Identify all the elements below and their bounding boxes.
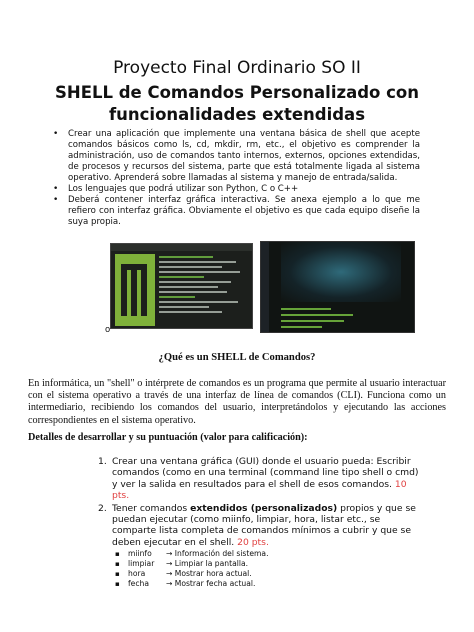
command-desc: → Mostrar fecha actual. (166, 579, 256, 589)
document-title: Proyecto Final Ordinario SO II (113, 58, 361, 78)
command-list (128, 549, 424, 589)
command-name: limpiar (128, 559, 155, 569)
command-item (128, 549, 424, 559)
requirement-item: • Los lenguajes que podrá utilizar son Python, C o C++ (68, 184, 420, 195)
task-item-1 (98, 456, 424, 502)
task-text-before: Tener comandos (112, 502, 188, 514)
points-badge: 20 pts. (237, 536, 269, 548)
command-item (128, 559, 424, 569)
wallpaper-glow (281, 242, 401, 302)
mint-logo-icon (115, 254, 155, 326)
subtitle-line-1: SHELL de Comandos Personalizado con (55, 83, 419, 102)
details-heading: Detalles de desarrollar y su puntuación (valor para calificación): (28, 432, 308, 443)
task-text-after: propios y que se puedan ejecutar (como miinfo, limpiar, hora, listar etc., se comparte lista completa de comandos mínimos a cubrir y que se deben ejecutar en el shell. (112, 502, 416, 548)
command-item (128, 579, 424, 589)
requirement-item: • Deberá contener interfaz gráfica interactiva. Se anexa ejemplo a lo que me refiero con interfaz gráfica. Obviamente el objetivo es que cada equipo diseñe la suya propia. (68, 195, 420, 228)
task-list (98, 456, 424, 590)
item-number: 2. (98, 502, 107, 514)
sub-bullet-marker: o (105, 325, 111, 335)
window-sidebar (261, 242, 269, 332)
requirement-item: • Crear una aplicación que implemente una ventana básica de shell que acepte comandos básicos como ls, cd, mkdir, rm, etc., el objetivo es comprender la administración, uso de comandos tanto internos, externos, opciones extendidas, de procesos y recursos del sistema, parte que está totalmente ligada al sistema operativo. Aprenderá sobre llamadas al sistema y manejo de entrada/salida. (68, 129, 420, 184)
command-name: fecha (128, 579, 149, 589)
terminal-output (159, 256, 249, 326)
command-desc: → Limpiar la pantalla. (166, 559, 249, 569)
requirements-list (68, 129, 420, 228)
task-item-2 (98, 502, 424, 590)
example-gui-screenshot-1 (110, 243, 253, 329)
terminal-output (281, 308, 371, 332)
example-screenshots (110, 241, 415, 333)
points-badge: 10 pts. (112, 478, 407, 502)
task-text-bold: extendidos (personalizados) (190, 502, 338, 514)
window-titlebar (111, 244, 252, 251)
shell-definition-paragraph: En informática, un "shell" o intérprete de comandos es un programa que permite al usuario interactuar con el sistema operativo a través de una interfaz de línea de comandos (CLI). Funciona como un intermediario, recibiendo los comandos del usuario, interpretándolos y ejecutando las acciones correspondientes en el sistema operativo. (28, 378, 446, 426)
command-name: miinfo (128, 549, 152, 559)
section-heading: ¿Qué es un SHELL de Comandos? (158, 352, 316, 363)
command-item (128, 569, 424, 579)
item-number: 1. (98, 456, 107, 467)
command-desc: → Mostrar hora actual. (166, 569, 252, 579)
task-text: Crear una ventana gráfica (GUI) donde el usuario pueda: Escribir comandos (como en una terminal (command line tipo shell o cmd) y ver la salida en resultados para el shell de esos comandos. (112, 456, 419, 490)
subtitle-line-2: funcionalidades extendidas (108, 105, 366, 124)
example-gui-screenshot-2 (260, 241, 415, 333)
command-name: hora (128, 569, 146, 579)
document-subtitle (40, 82, 434, 126)
command-desc: → Información del sistema. (166, 549, 269, 559)
